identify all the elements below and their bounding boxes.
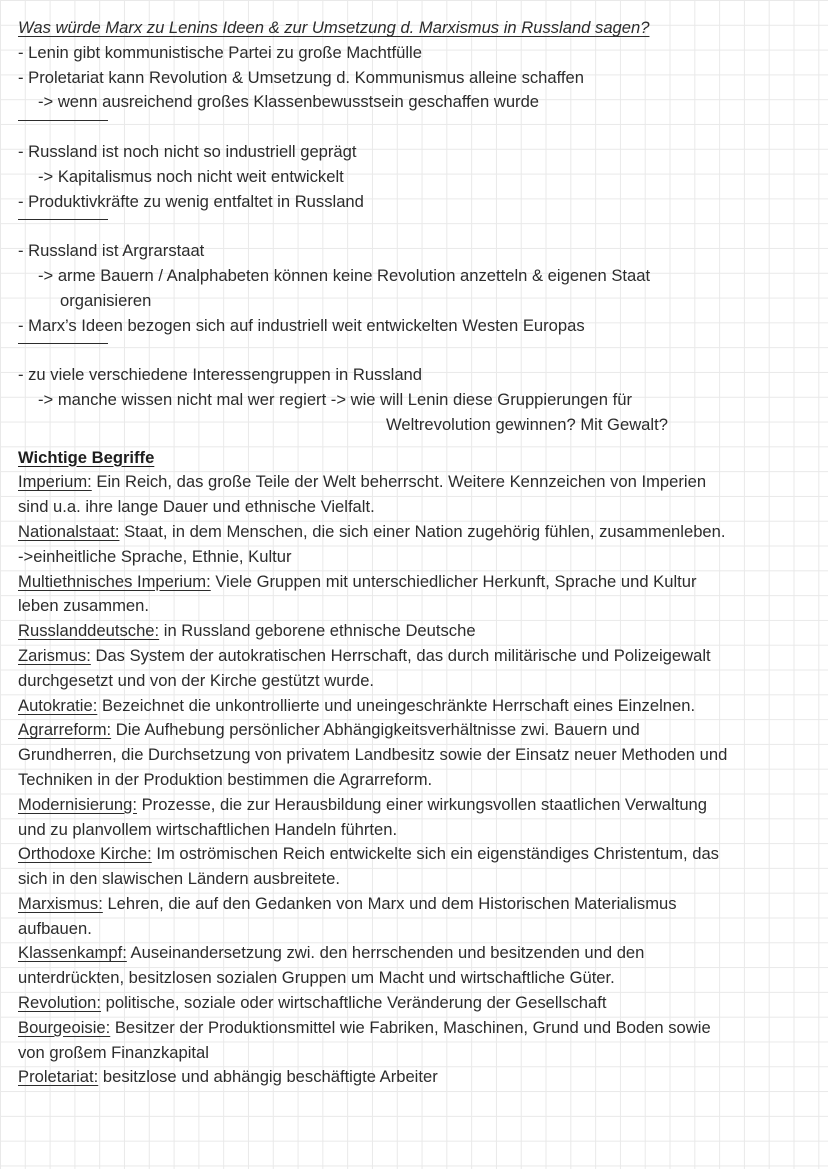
glossary-term: Bourgeoisie:	[18, 1017, 111, 1037]
glossary-definition: leben zusammen.	[18, 596, 149, 616]
point-who-governs: -> manche wissen nicht mal wer regiert -> wie will Lenin diese Gruppierungen für	[38, 389, 632, 409]
separator-line	[18, 115, 818, 140]
glossary-definition: Das System der autokratischen Herrschaft, das durch militärische und Polizeigewalt	[90, 645, 711, 665]
glossary-line	[18, 768, 818, 793]
glossary-line	[18, 495, 818, 520]
glossary-term: Modernisierung:	[18, 794, 137, 814]
glossary-definition: Die Aufhebung persönlicher Abhängigkeitsverhältnisse zwi. Bauern und	[111, 720, 640, 740]
point-party-power: - Lenin gibt kommunistische Partei zu große Machtfülle	[18, 42, 422, 62]
glossary-entry	[18, 570, 818, 620]
glossary-term: Revolution:	[18, 993, 102, 1013]
point-capitalism: -> Kapitalismus noch nicht weit entwickelt	[38, 166, 344, 186]
glossary-entry	[18, 941, 818, 991]
separator-line	[18, 338, 818, 363]
glossary-definition: sind u.a. ihre lange Dauer und ethnische Vielfalt.	[18, 497, 375, 517]
point-world-revolution: Weltrevolution gewinnen? Mit Gewalt?	[386, 414, 668, 434]
glossary-line	[18, 917, 818, 942]
glossary-line	[18, 842, 818, 867]
glossary-line	[18, 941, 818, 966]
point-agrarian: - Russland ist Argrarstaat	[18, 241, 205, 261]
glossary-line	[18, 594, 818, 619]
glossary-entry	[18, 892, 818, 942]
glossary-definition: Grundherren, die Durchsetzung von privatem Landbesitz sowie der Einsatz neuer Methoden und	[18, 745, 728, 765]
glossary-term: Nationalstaat:	[18, 521, 120, 541]
point-interest-groups: - zu viele verschiedene Interessengruppen in Russland	[18, 365, 423, 385]
glossary-line	[18, 570, 818, 595]
glossary-entry	[18, 842, 818, 892]
glossary-entry	[18, 520, 818, 570]
glossary-term: Marxismus:	[18, 893, 103, 913]
glossary-line	[18, 694, 818, 719]
point-peasants: -> arme Bauern / Analphabeten können keine Revolution anzetteln & eigenen Staat	[38, 265, 651, 285]
glossary-definition: aufbauen.	[18, 918, 92, 938]
glossary-term: Orthodoxe Kirche:	[18, 844, 152, 864]
point-proletariat: - Proletariat kann Revolution & Umsetzung d. Kommunismus alleine schaffen	[18, 67, 585, 87]
glossary-line	[18, 1065, 818, 1090]
glossary-line	[18, 545, 818, 570]
glossary-definition: durchgesetzt und von der Kirche gestützt wurde.	[18, 670, 375, 690]
glossary-definition: in Russland geborene ethnische Deutsche	[159, 621, 476, 641]
glossary-line	[18, 743, 818, 768]
glossary-line	[18, 793, 818, 818]
glossary-term: Imperium:	[18, 472, 92, 492]
separator-line	[18, 214, 818, 239]
glossary-definition: Prozesse, die zur Herausbildung einer wirkungsvollen staatlichen Verwaltung	[136, 794, 708, 814]
glossary-term: Russlanddeutsche:	[18, 621, 160, 641]
glossary-entry	[18, 718, 818, 792]
glossary-term: Klassenkampf:	[18, 943, 127, 963]
glossary-definition: Ein Reich, das große Teile der Welt beherrscht. Weitere Kennzeichen von Imperien	[91, 472, 707, 492]
glossary-line	[18, 470, 818, 495]
glossary-list	[18, 470, 818, 1090]
glossary-entry	[18, 644, 818, 694]
glossary-definition: und zu planvollem wirtschaftlichen Handeln führten.	[18, 819, 398, 839]
notes-page	[18, 16, 818, 1090]
glossary-term: Proletariat:	[18, 1067, 99, 1087]
glossary-definition: Auseinandersetzung zwi. den herrschenden und besitzenden und den	[126, 943, 645, 963]
point-class-consciousness: -> wenn ausreichend großes Klassenbewusstsein geschaffen wurde	[38, 92, 540, 112]
glossary-definition: Bezeichnet die unkontrollierte und uneingeschränkte Herrschaft eines Einzelnen.	[97, 695, 696, 715]
glossary-line	[18, 619, 818, 644]
glossary-term: Agrarreform:	[18, 720, 112, 740]
glossary-definition: Im oströmischen Reich entwickelte sich ein eigenständiges Christentum, das	[151, 844, 719, 864]
glossary-entry	[18, 793, 818, 843]
glossary-definition: Besitzer der Produktionsmittel wie Fabriken, Maschinen, Grund und Boden sowie	[110, 1017, 711, 1037]
glossary-line	[18, 1041, 818, 1066]
glossary-line	[18, 966, 818, 991]
point-industrial: - Russland ist noch nicht so industriell geprägt	[18, 141, 357, 161]
point-productive-forces: - Produktivkräfte zu wenig entfaltet in Russland	[18, 191, 364, 211]
glossary-definition: sich in den slawischen Ländern ausbreitete.	[18, 869, 340, 889]
glossary-definition: Viele Gruppen mit unterschiedlicher Herkunft, Sprache und Kultur	[210, 571, 697, 591]
question-title: Was würde Marx zu Lenins Ideen & zur Umsetzung d. Marxismus in Russland sagen?	[18, 18, 650, 37]
glossary-entry	[18, 1016, 818, 1066]
glossary-term: Autokratie:	[18, 695, 98, 715]
glossary-line	[18, 818, 818, 843]
glossary-line	[18, 1016, 818, 1041]
glossary-line	[18, 669, 818, 694]
glossary-line	[18, 520, 818, 545]
glossary-line	[18, 867, 818, 892]
glossary-definition: von großem Finanzkapital	[18, 1042, 209, 1062]
glossary-term: Multiethnisches Imperium:	[18, 571, 211, 591]
point-peasants-cont: organisieren	[60, 290, 152, 310]
glossary-definition: ->einheitliche Sprache, Ethnie, Kultur	[18, 546, 292, 566]
glossary-definition: Techniken in der Produktion bestimmen die Agrarreform.	[18, 769, 433, 789]
glossary-entry	[18, 470, 818, 520]
glossary-entry	[18, 991, 818, 1016]
glossary-definition: besitzlose und abhängig beschäftigte Arbeiter	[98, 1067, 438, 1087]
glossary-heading: Wichtige Begriffe	[18, 447, 155, 467]
glossary-line	[18, 718, 818, 743]
glossary-term: Zarismus:	[18, 645, 91, 665]
glossary-entry	[18, 1065, 818, 1090]
glossary-line	[18, 644, 818, 669]
glossary-line	[18, 892, 818, 917]
glossary-entry	[18, 694, 818, 719]
glossary-definition: politische, soziale oder wirtschaftliche Veränderung der Gesellschaft	[101, 993, 607, 1013]
glossary-definition: unterdrückten, besitzlosen sozialen Gruppen um Macht und wirtschaftliche Güter.	[18, 968, 615, 988]
glossary-definition: Lehren, die auf den Gedanken von Marx und dem Historischen Materialismus	[102, 893, 677, 913]
point-western-europe: - Marx’s Ideen bezogen sich auf industriell weit entwickelten Westen Europas	[18, 315, 585, 335]
glossary-line	[18, 991, 818, 1016]
glossary-entry	[18, 619, 818, 644]
glossary-definition: Staat, in dem Menschen, die sich einer Nation zugehörig fühlen, zusammenleben.	[119, 521, 726, 541]
